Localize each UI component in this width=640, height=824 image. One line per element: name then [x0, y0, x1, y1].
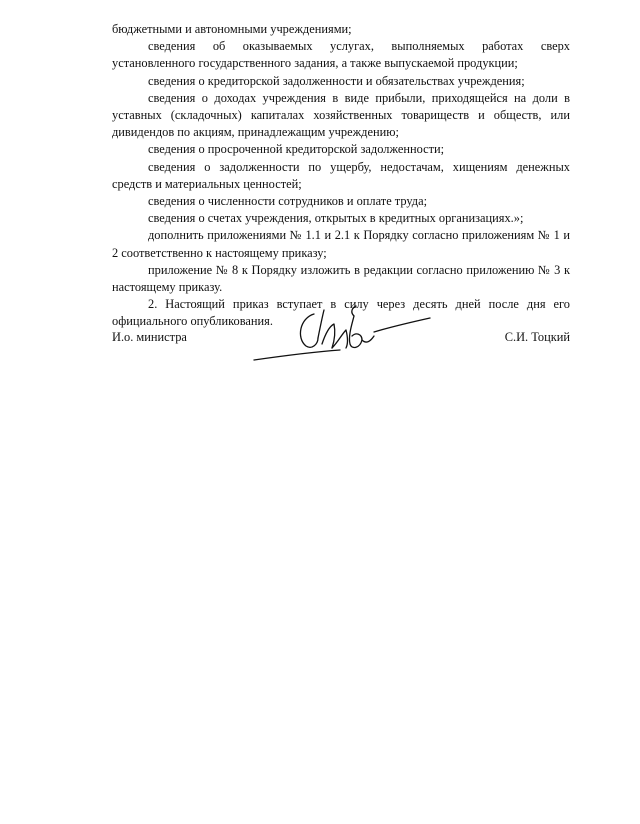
paragraph-5: сведения о просроченной кредиторской задолженности;	[148, 142, 445, 157]
signatory-title: И.о. министра	[112, 330, 187, 344]
handwritten-signature	[252, 300, 432, 370]
paragraph-9: дополнить приложениями № 1.1 и 2.1 к Порядку согласно приложениям № 1 и 2 соответственно к настоящему приказу;	[112, 228, 570, 260]
paragraph-1: бюджетными и автономными учреждениями;	[112, 22, 352, 36]
paragraph-8: сведения о счетах учреждения, открытых в кредитных организациях.»;	[148, 211, 524, 226]
paragraph-3: сведения о кредиторской задолженности и обязательствах учреждения;	[148, 73, 525, 88]
paragraph-7: сведения о численности сотрудников и оплате труда;	[148, 194, 428, 209]
paragraph-6: сведения о задолженности по ущербу, недостачам, хищениям денежных средств и материальных ценностей;	[112, 159, 570, 191]
paragraph-11: 2. Настоящий приказ вступает в силу через десять дней после дня его официального опубликования.	[112, 297, 570, 329]
paragraph-10: приложение № 8 к Порядку изложить в редакции согласно приложению № 3 к настоящему приказу.	[112, 262, 570, 295]
signatory-name: С.И. Тоцкий	[504, 330, 570, 344]
document-body	[112, 21, 570, 331]
paragraph-4: сведения о доходах учреждения в виде прибыли, приходящейся на доли в уставных (складочных) капиталах хозяйственных товариществ и обществ, или дивидендов по акциям, принадлежащим учреждению;	[112, 90, 570, 140]
paragraph-2: сведения об оказываемых услугах, выполняемых работах сверх установленного государственного задания, а также выпускаемой продукции;	[112, 39, 570, 71]
